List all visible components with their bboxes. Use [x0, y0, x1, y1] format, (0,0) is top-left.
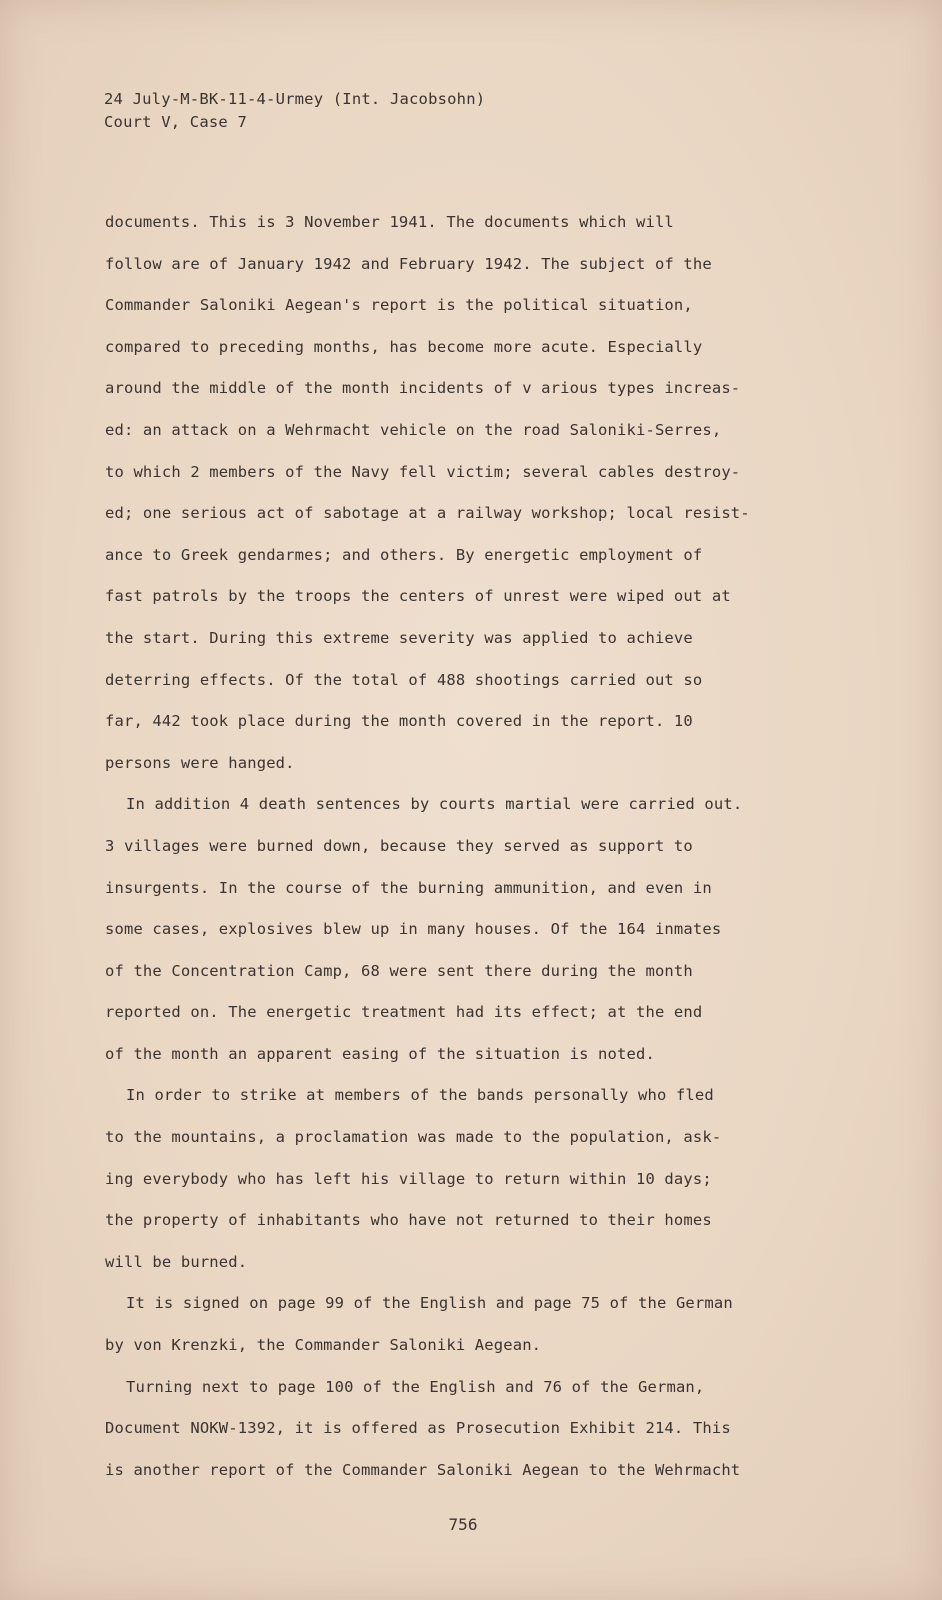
- transcript-line: compared to preceding months, has become more acute. Especially: [105, 337, 703, 356]
- transcript-line: persons were hanged.: [105, 753, 295, 772]
- transcript-line: of the month an apparent easing of the situation is noted.: [105, 1044, 655, 1063]
- transcript-line: In addition 4 death sentences by courts martial were carried out.: [126, 795, 743, 814]
- transcript-line: far, 442 took place during the month covered in the report. 10: [105, 712, 693, 731]
- transcript-line: ed: an attack on a Wehrmacht vehicle on the road Saloniki-Serres,: [105, 420, 722, 439]
- transcript-line: ance to Greek gendarmes; and others. By energetic employment of: [105, 545, 703, 564]
- transcript-line: ing everybody who has left his village to return within 10 days;: [105, 1169, 712, 1188]
- transcript-body: [105, 212, 805, 1501]
- header-court-line: Court V, Case 7: [104, 113, 247, 131]
- header-session-line: 24 July-M-BK-11-4-Urmey (Int. Jacobsohn): [104, 90, 486, 108]
- transcript-line: to the mountains, a proclamation was made to the population, ask-: [105, 1128, 722, 1147]
- transcript-line: around the middle of the month incidents of v arious types increas-: [105, 379, 741, 398]
- transcript-line: the start. During this extreme severity was applied to achieve: [105, 628, 693, 647]
- transcript-line: Turning next to page 100 of the English and 76 of the German,: [126, 1377, 705, 1396]
- document-header: [104, 88, 485, 134]
- transcript-line: the property of inhabitants who have not returned to their homes: [105, 1211, 712, 1230]
- transcript-line: by von Krenzki, the Commander Saloniki Aegean.: [105, 1336, 542, 1355]
- transcript-line: to which 2 members of the Navy fell victim; several cables destroy-: [105, 462, 741, 481]
- transcript-line: Commander Saloniki Aegean's report is the political situation,: [105, 296, 693, 315]
- transcript-line: is another report of the Commander Saloniki Aegean to the Wehrmacht: [105, 1460, 741, 1479]
- transcript-line: some cases, explosives blew up in many houses. Of the 164 inmates: [105, 920, 722, 939]
- transcript-line: It is signed on page 99 of the English and page 75 of the German: [126, 1294, 733, 1313]
- transcript-line: In order to strike at members of the bands personally who fled: [126, 1086, 714, 1105]
- transcript-line: Document NOKW-1392, it is offered as Prosecution Exhibit 214. This: [105, 1419, 731, 1438]
- transcript-line: 3 villages were burned down, because they served as support to: [105, 836, 693, 855]
- transcript-line: fast patrols by the troops the centers of unrest were wiped out at: [105, 587, 731, 606]
- transcript-line: follow are of January 1942 and February 1942. The subject of the: [105, 254, 712, 273]
- transcript-line: deterring effects. Of the total of 488 shootings carried out so: [105, 670, 703, 689]
- transcript-line: ed; one serious act of sabotage at a railway workshop; local resist-: [105, 504, 750, 523]
- transcript-line: of the Concentration Camp, 68 were sent there during the month: [105, 961, 693, 980]
- transcript-line: insurgents. In the course of the burning ammunition, and even in: [105, 878, 712, 897]
- transcript-line: will be burned.: [105, 1252, 248, 1271]
- transcript-line: reported on. The energetic treatment had its effect; at the end: [105, 1003, 703, 1022]
- page-number: 756: [448, 1515, 478, 1534]
- transcript-line: documents. This is 3 November 1941. The documents which will: [105, 213, 674, 231]
